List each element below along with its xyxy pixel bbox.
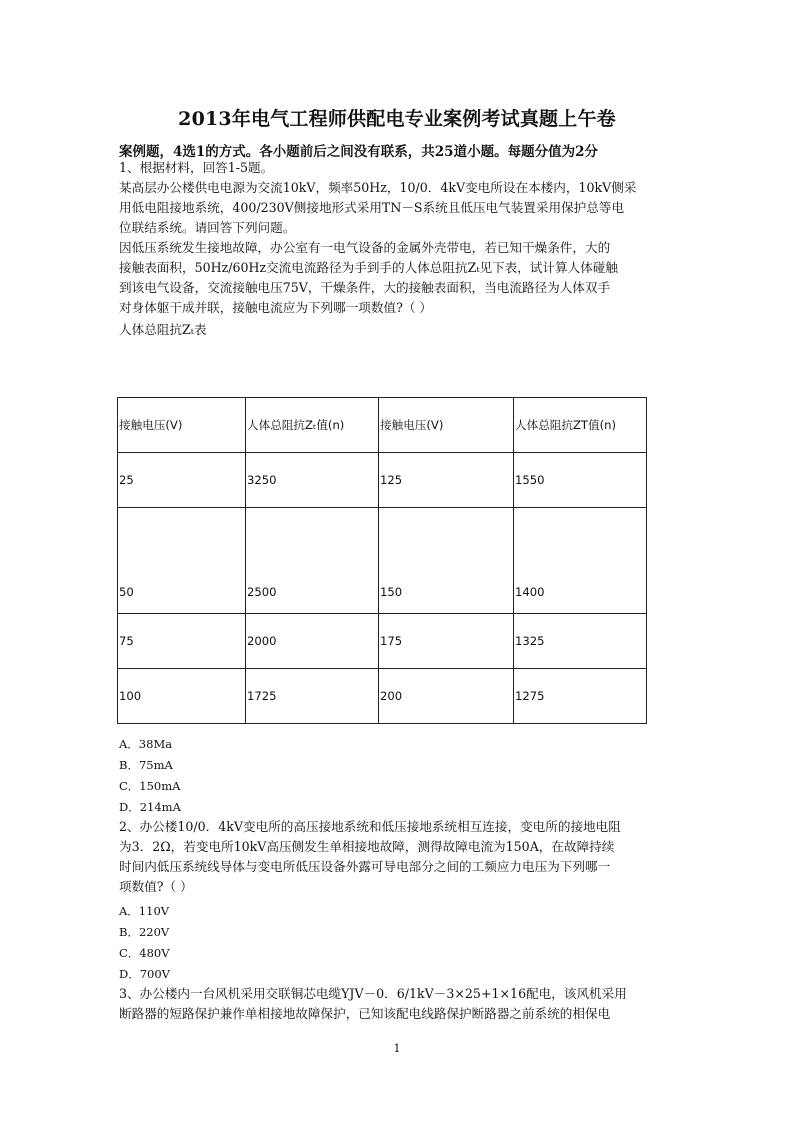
q1-question-line-2: 接触表面积，50Hz/60Hz交流电流路径为手到手的人体总阻抗Zₜ见下表，试计算人体碰触 — [119, 260, 618, 275]
table-row — [118, 453, 647, 508]
table-caption — [119, 320, 679, 340]
table-header-cell: 人体总阻抗Zₜ值(n) — [246, 398, 379, 453]
q2-option-d: D．700V — [119, 967, 170, 981]
q2-option-b: B．220V — [119, 925, 170, 939]
table-header-cell: 接触电压(V) — [118, 398, 246, 453]
table-cell: 150 — [379, 508, 514, 614]
table-cell: 3250 — [246, 453, 379, 508]
table-header-row — [118, 398, 647, 453]
table-row — [118, 614, 647, 669]
table-cell: 2000 — [246, 614, 379, 669]
table-cell: 75 — [118, 614, 246, 669]
q1-material-line-2: 用低电阻接地系统，400/230V侧接地形式采用TN－S系统且低压电气装置采用保护总等电 — [119, 200, 625, 215]
q1-option-a: A．38Ma — [119, 737, 173, 751]
table-cell: 175 — [379, 614, 514, 669]
table-row — [118, 669, 647, 724]
q2-question-line-1: 2、办公楼10/0．4kV变电所的高压接地系统和低压接地系统相互连接，变电所的接地电阻 — [119, 819, 621, 834]
q1-question-line-3: 到该电气设备，交流接触电压75V，干燥条件，大的接触表面积，当电流路径为人体双手 — [119, 280, 611, 295]
q1-intro — [119, 158, 679, 178]
q1-option-d: D．214mA — [119, 800, 181, 814]
q2-question-line-4: 项数值?（ ） — [119, 879, 193, 894]
table-row — [118, 508, 647, 614]
table-cell: 50 — [118, 508, 246, 614]
q1-material — [119, 178, 679, 238]
table-cell: 2500 — [246, 508, 379, 614]
q2-question-line-2: 为3．2Ω，若变电所10kV高压侧发生单相接地故障，测得故障电流为150A，在故障持续 — [119, 839, 615, 854]
table-cell: 1550 — [514, 453, 647, 508]
q2-option-a: A．110V — [119, 904, 170, 918]
q2-question — [119, 817, 679, 897]
table-cell: 1325 — [514, 614, 647, 669]
q1-question-line-4: 对身体躯干成并联，接触电流应为下列哪一项数值?（ ） — [119, 300, 433, 315]
q2-option-c: C．480V — [119, 946, 170, 960]
table-cell: 125 — [379, 453, 514, 508]
table-cell: 200 — [379, 669, 514, 724]
q1-material-line-3: 位联结系统。请回答下列问题。 — [119, 220, 296, 235]
table-header-cell: 接触电压(V) — [379, 398, 514, 453]
table-cell: 1275 — [514, 669, 647, 724]
q1-intro-line: 1、根据材料，回答1-5题。 — [119, 160, 274, 175]
q3-question — [119, 984, 679, 1024]
q3-question-line-2: 断路器的短路保护兼作单相接地故障保护，已知该配电线路保护断路器之前系统的相保电 — [119, 1006, 611, 1021]
page-number: 1 — [393, 1042, 401, 1055]
q1-option-b: B．75mA — [119, 758, 173, 772]
table-cell: 25 — [118, 453, 246, 508]
q1-question — [119, 238, 679, 318]
q2-question-line-3: 时间内低压系统线导体与变电所低压设备外露可导电部分之间的工频应力电压为下列哪一 — [119, 859, 611, 874]
impedance-table — [117, 397, 647, 724]
q1-option-c: C．150mA — [119, 779, 181, 793]
q1-material-line-1: 某高层办公楼供电电源为交流10kV，频率50Hz，10/0．4kV变电所设在本楼内，10kV侧采 — [119, 180, 637, 195]
q1-question-line-1: 因低压系统发生接地故障，办公室有一电气设备的金属外壳带电，若已知干燥条件，大的 — [119, 240, 611, 255]
table-cell: 100 — [118, 669, 246, 724]
exam-instructions: 案例题，4选1的方式。各小题前后之间没有联系，共25道小题。每题分值为2分 — [119, 144, 598, 160]
table-cell: 1400 — [514, 508, 647, 614]
document-title: 2013年电气工程师供配电专业案例考试真题上午卷 — [178, 108, 616, 130]
table-caption-text: 人体总阻抗Zₜ表 — [119, 322, 207, 337]
table-cell: 1725 — [246, 669, 379, 724]
table-header-cell: 人体总阻抗ZT值(n) — [514, 398, 647, 453]
q3-question-line-1: 3、办公楼内一台风机采用交联铜芯电缆YJV－0．6/1kV－3×25+1×16配电，该风机采用 — [119, 986, 627, 1001]
